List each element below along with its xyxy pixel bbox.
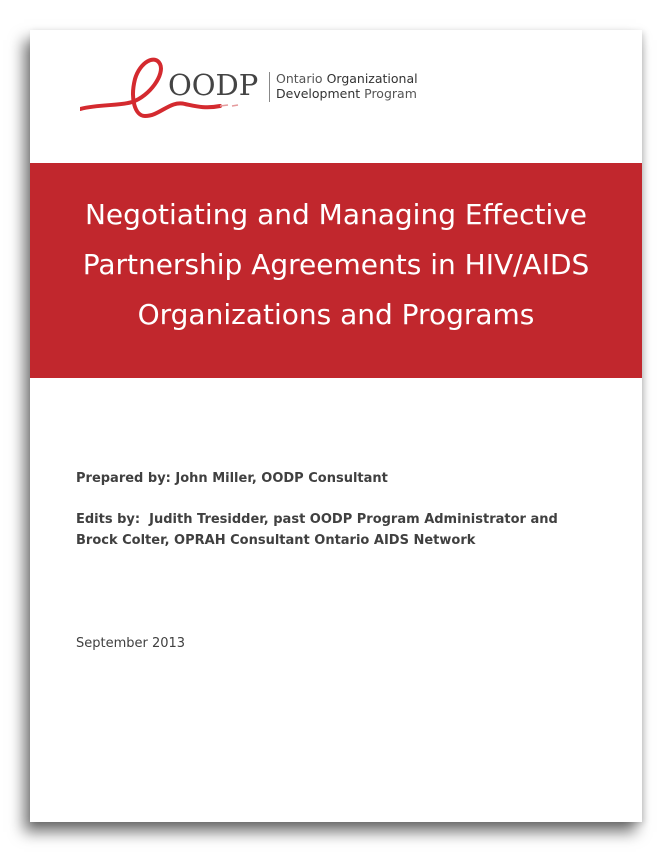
title-banner bbox=[30, 163, 642, 378]
logo-org-name bbox=[276, 71, 418, 101]
logo-text: Program bbox=[364, 86, 417, 101]
title-line: Negotiating and Managing Effective bbox=[84, 198, 588, 231]
logo-text: Development bbox=[276, 86, 365, 101]
oodp-logo bbox=[80, 54, 420, 124]
publication-date: September 2013 bbox=[76, 636, 186, 651]
edits-by-line2: Brock Colter, OPRAH Consultant Ontario AIDS Network bbox=[76, 533, 476, 548]
logo-divider bbox=[269, 72, 270, 102]
title-line: Organizations and Programs bbox=[137, 298, 535, 331]
logo-text: Organizational bbox=[326, 71, 418, 86]
edits-by-line1: Edits by: Judith Tresidder, past OODP Program Administrator and bbox=[76, 512, 558, 527]
title-line: Partnership Agreements in HIV/AIDS bbox=[82, 248, 590, 281]
prepared-by: Prepared by: John Miller, OODP Consultant bbox=[76, 471, 388, 486]
logo-acronym: OODP bbox=[168, 68, 259, 102]
logo-text: Ontario bbox=[276, 71, 327, 86]
document-page bbox=[30, 30, 642, 822]
